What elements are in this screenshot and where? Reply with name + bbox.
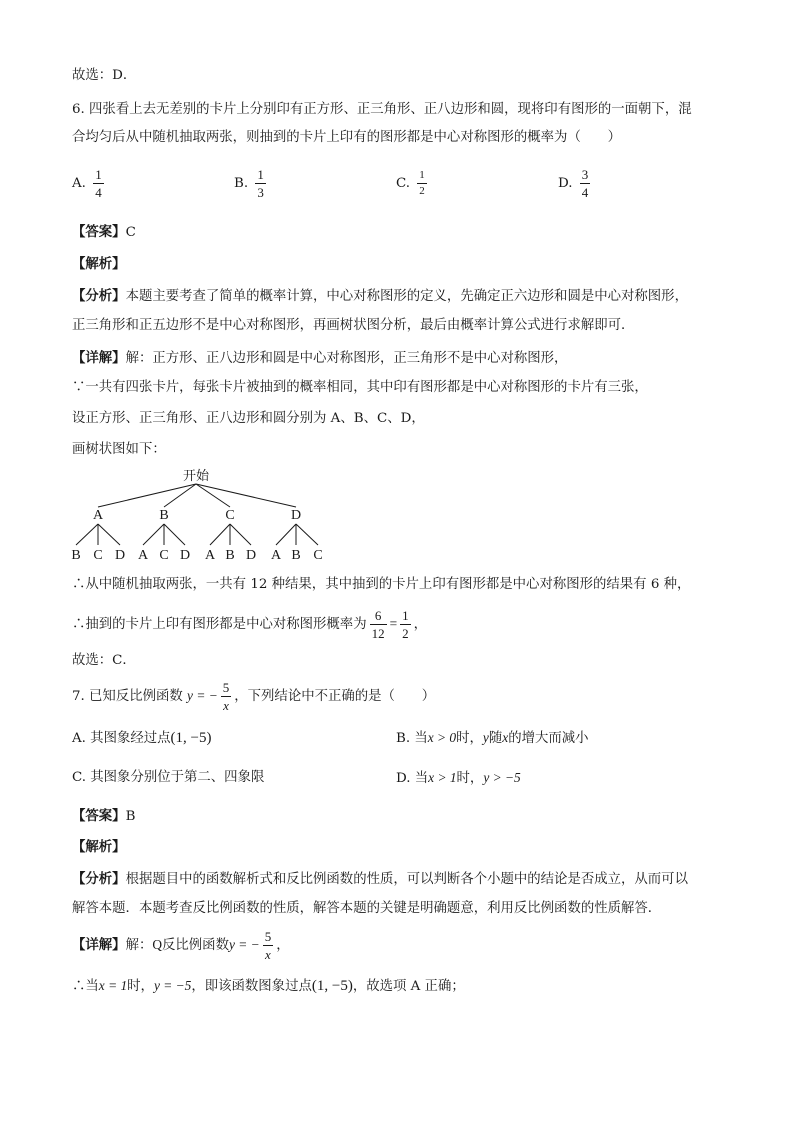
tree-leaf: D <box>179 548 191 563</box>
tree-leaf: D <box>245 548 257 563</box>
q7-option-b <box>396 728 589 749</box>
option-label: A. <box>72 176 86 191</box>
q7-analysis-heading <box>72 837 126 858</box>
function-lhs: y = − <box>187 688 218 703</box>
tree-edge <box>296 524 318 545</box>
q6-set-line: 设正方形、正三角形、正八边形和圆分别为 A、B、C、D， <box>72 411 425 426</box>
analysis-tag: 【解析】 <box>72 839 126 855</box>
tree-node-c: C <box>225 508 235 523</box>
q6-option-b <box>234 168 269 199</box>
q6-analysis-heading <box>72 254 126 275</box>
tree-leaf: A <box>204 548 216 563</box>
q6-result-line: ∴从中随机抽取两张，一共有 12 种结果，其中抽到的卡片上印有图形都是中心对称图形的结果有 6 种， <box>72 577 691 592</box>
q7-fenxi-line1 <box>72 869 688 890</box>
fraction <box>221 681 232 712</box>
tree-edge <box>98 484 196 507</box>
q7-option-d <box>396 768 521 789</box>
option-text: 随 <box>488 731 503 746</box>
punctuation: ， <box>413 617 428 632</box>
fraction-numerator: 1 <box>257 167 264 182</box>
tree-leaf: B <box>291 548 301 563</box>
q6-probability-line <box>72 606 427 643</box>
fenxi-text: 根据题目中的函数解析式和反比例函数的性质，可以判断各个小题中的结论是否成立，从而可以 <box>125 872 688 887</box>
answer-value: B <box>125 809 136 824</box>
q6-option-d <box>558 168 593 199</box>
option-text: B. 当 <box>396 731 428 746</box>
q6-tree-intro: 画树状图如下： <box>72 442 166 457</box>
q6-xiangjie-line1 <box>72 348 567 369</box>
tree-root: 开始 <box>182 469 209 484</box>
q6-stem-line2: 合均匀后从中随机抽取两张，则抽到的卡片上印有的图形都是中心对称图形的概率为（ ） <box>72 130 622 145</box>
tree-leaf: A <box>137 548 149 563</box>
fraction-denominator: 4 <box>95 185 102 200</box>
q6-stem-line1: 6. 四张看上去无差别的卡片上分别印有正方形、正三角形、正八边形和圆，现将印有图形的一面朝下，混 <box>72 102 692 117</box>
point-coordinates: (1, −5) <box>170 730 212 746</box>
xiangjie-text: 解：正方形、正八边形和圆是中心对称图形，正三角形不是中心对称图形， <box>125 351 568 366</box>
fraction-numerator: 5 <box>222 680 230 695</box>
q6-because-line: ∵一共有四张卡片，每张卡片被抽到的概率相同，其中印有图形都是中心对称图形的卡片有三张， <box>72 380 648 395</box>
tree-edge <box>210 524 230 545</box>
q7-stem <box>72 676 435 717</box>
point-coordinates: (1, −5) <box>311 978 353 994</box>
fraction-denominator: 2 <box>402 626 409 641</box>
fraction-numerator: 6 <box>374 608 382 623</box>
tree-edge <box>276 524 296 545</box>
q7-stem-suffix: ，下列结论中不正确的是（ ） <box>234 689 436 704</box>
fenxi-text: 本题主要考查了简单的概率计算，中心对称图形的定义，先确定正六边形和圆是中心对称图形， <box>125 289 688 304</box>
tree-leaf: B <box>225 548 235 563</box>
q7-fenxi-line2: 解答本题．本题考查反比例函数的性质，解答本题的关键是明确题意，利用反比例函数的性质解答． <box>72 901 662 916</box>
fraction <box>400 609 411 640</box>
option-text: 时， <box>456 731 483 746</box>
xiangjie-text: 时， <box>127 979 154 994</box>
tree-edge <box>98 524 120 545</box>
tree-edge <box>76 524 98 545</box>
fraction-numerator: 1 <box>95 167 102 182</box>
option-label: C. <box>396 176 411 191</box>
tree-leaf: D <box>114 548 126 563</box>
q6-final: 故选：C． <box>72 653 136 668</box>
variable-x: x <box>502 730 509 745</box>
fraction-numerator: 5 <box>264 929 272 944</box>
q7-option-c: C. 其图象分别位于第二、四象限 <box>72 770 265 785</box>
q6-fenxi-line1 <box>72 286 688 307</box>
q7-answer <box>72 806 135 827</box>
option-text: A. 其图象经过点 <box>72 731 171 746</box>
answer-tag: 【答案】 <box>72 808 126 824</box>
fraction-denominator: 2 <box>419 185 425 197</box>
analysis-tag: 【解析】 <box>72 256 126 272</box>
condition: x > 1 <box>428 770 457 785</box>
q7-xiangjie-line1 <box>72 925 290 966</box>
tree-edge <box>143 524 164 545</box>
fraction-denominator: 12 <box>371 626 385 641</box>
q6-option-a <box>72 168 107 199</box>
value: y = −5 <box>153 978 192 993</box>
q6-answer <box>72 222 136 243</box>
q7-stem-text: 7. 已知反比例函数 <box>72 689 183 704</box>
fraction <box>255 168 266 199</box>
tree-leaf: B <box>71 548 81 563</box>
tree-edge <box>196 484 296 507</box>
xiangjie-tag: 【详解】 <box>72 937 126 953</box>
answer-tag: 【答案】 <box>72 224 126 240</box>
option-text: D. 当 <box>396 771 429 786</box>
q7-last-line <box>72 976 465 997</box>
fraction <box>580 168 591 199</box>
function-lhs: y = − <box>228 937 260 952</box>
condition: x > 0 <box>427 730 457 745</box>
q6-fenxi-line2: 正三角形和正五边形不是中心对称图形，再画树状图分析，最后由概率计算公式进行求解即可． <box>72 318 635 333</box>
answer-value: C <box>125 225 136 240</box>
fraction <box>417 170 427 197</box>
fraction-numerator: 3 <box>581 167 589 182</box>
fraction <box>263 930 274 961</box>
symbol: Q <box>152 937 163 952</box>
tree-edge <box>164 524 185 545</box>
xiangjie-text: 反比例函数 <box>162 938 229 953</box>
fraction <box>93 168 104 199</box>
option-label: B. <box>234 176 249 191</box>
fenxi-tag: 【分析】 <box>72 288 126 304</box>
fraction-numerator: 1 <box>419 169 425 181</box>
q7-option-a <box>72 728 211 749</box>
q5-conclusion: 故选：D． <box>72 68 137 83</box>
tree-leaf: C <box>313 548 323 563</box>
fenxi-tag: 【分析】 <box>72 871 126 887</box>
tree-leaf: C <box>93 548 103 563</box>
tree-leaf: C <box>159 548 169 563</box>
fraction-denominator: x <box>223 698 229 713</box>
fraction <box>370 609 387 640</box>
xiangjie-text: ，即该函数图象过点 <box>191 979 312 994</box>
fraction-denominator: x <box>265 947 271 962</box>
option-text: 的增大而减小 <box>508 731 589 746</box>
equals-sign: = <box>389 616 398 631</box>
tree-node-b: B <box>159 508 169 523</box>
tree-leaf: A <box>270 548 282 563</box>
variable-y: y <box>482 730 489 745</box>
fraction-denominator: 4 <box>581 185 589 200</box>
xiangjie-tag: 【详解】 <box>72 350 126 366</box>
punctuation: ， <box>276 938 290 953</box>
q6-option-c <box>396 170 430 197</box>
xiangjie-text: 解： <box>125 938 153 953</box>
condition: x = 1 <box>98 978 128 993</box>
probability-text: ∴抽到的卡片上印有图形都是中心对称图形概率为 <box>72 617 367 632</box>
tree-node-d: D <box>290 508 302 523</box>
tree-edge <box>230 524 251 545</box>
fraction-denominator: 3 <box>257 185 264 200</box>
result: y > −5 <box>483 770 521 785</box>
tree-node-a: A <box>92 508 104 523</box>
xiangjie-text: ，故选项 A 正确； <box>352 979 465 994</box>
xiangjie-text: ∴当 <box>72 979 99 994</box>
option-label: D. <box>558 176 573 191</box>
fraction-numerator: 1 <box>402 608 409 623</box>
option-text: 时， <box>456 771 484 786</box>
